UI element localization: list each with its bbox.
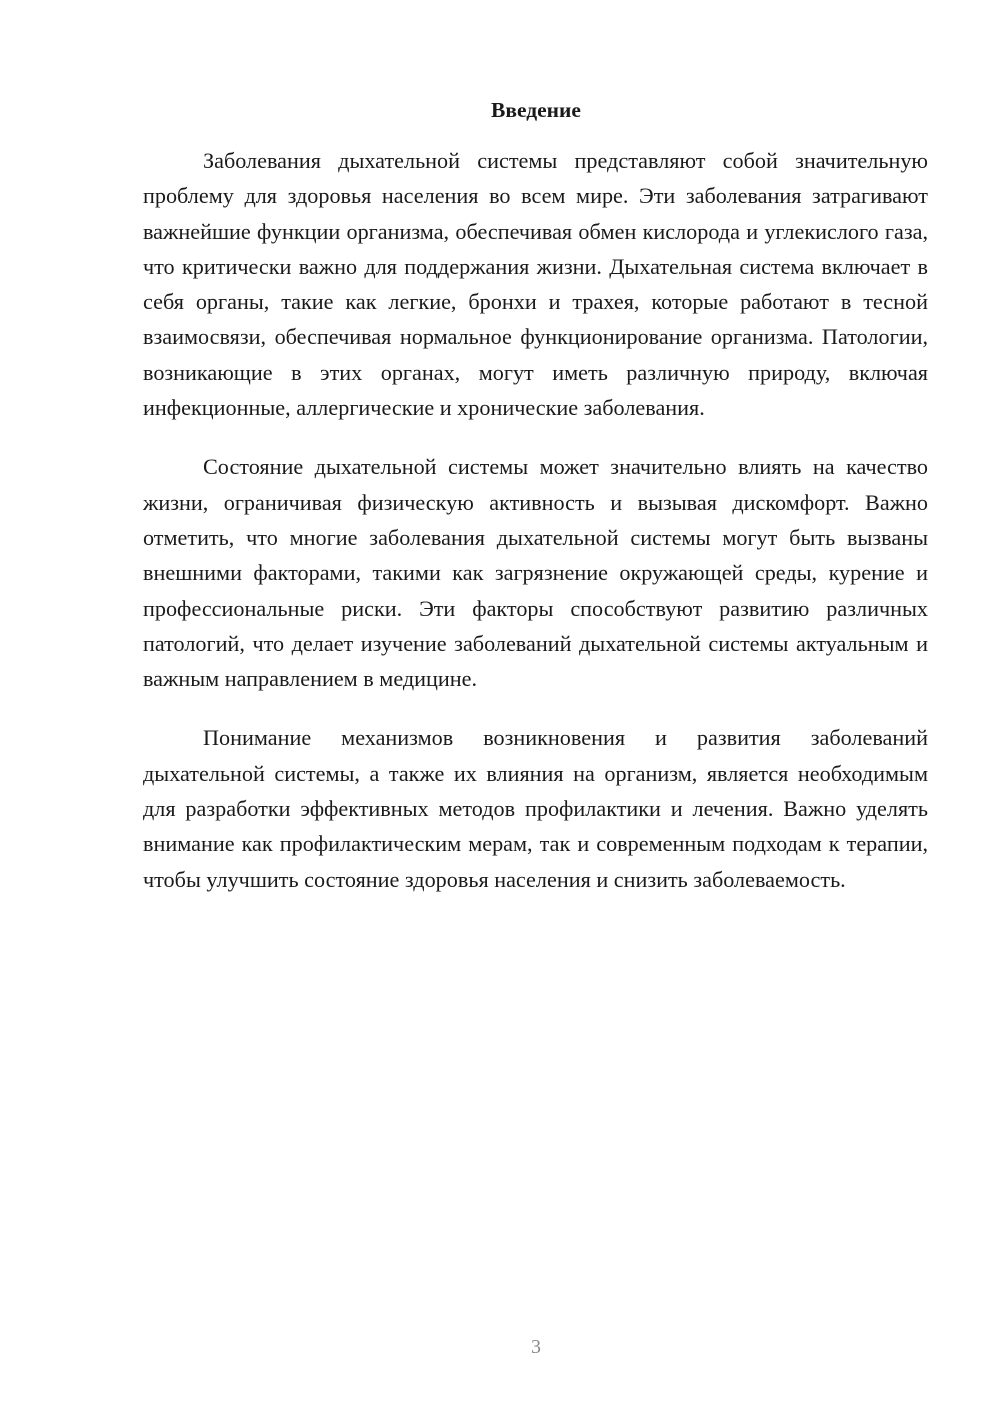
page-number: 3 — [531, 1336, 541, 1358]
paragraph-2: Состояние дыхательной системы может значительно влиять на качество жизни, ограничивая физическую активность и вызывая дискомфорт. Важно отметить, что многие заболевания дыхательной системы могут быть вызваны внешними факторами, такими как загрязнение окружающей среды, курение и профессиональные риски. Эти факторы способствуют развитию различных патологий, что делает изучение заболеваний дыхательной системы актуальным и важным направлением в медицине. — [143, 454, 928, 692]
paragraph-3: Понимание механизмов возникновения и развития заболеваний дыхательной системы, а также их влияния на организм, является необходимым для разработки эффективных методов профилактики и лечения. Важно уделять внимание как профилактическим мерам, так и современным подходам к терапии, чтобы улучшить состояние здоровья населения и снизить заболеваемость. — [143, 725, 928, 892]
paragraph-1: Заболевания дыхательной системы представляют собой значительную проблему для здоровья населения во всем мире. Эти заболевания затрагивают важнейшие функции организма, обеспечивая обмен кислорода и углекислого газа, что критически важно для поддержания жизни. Дыхательная система включает в себя органы, такие как легкие, бронхи и трахея, которые работают в тесной взаимосвязи, обеспечивая нормальное функционирование организма. Патологии, возникающие в этих органах, могут иметь различную природу, включая инфекционные, аллергические и хронические заболевания. — [143, 148, 928, 421]
section-heading: Введение — [491, 98, 581, 122]
body-text — [143, 143, 928, 921]
